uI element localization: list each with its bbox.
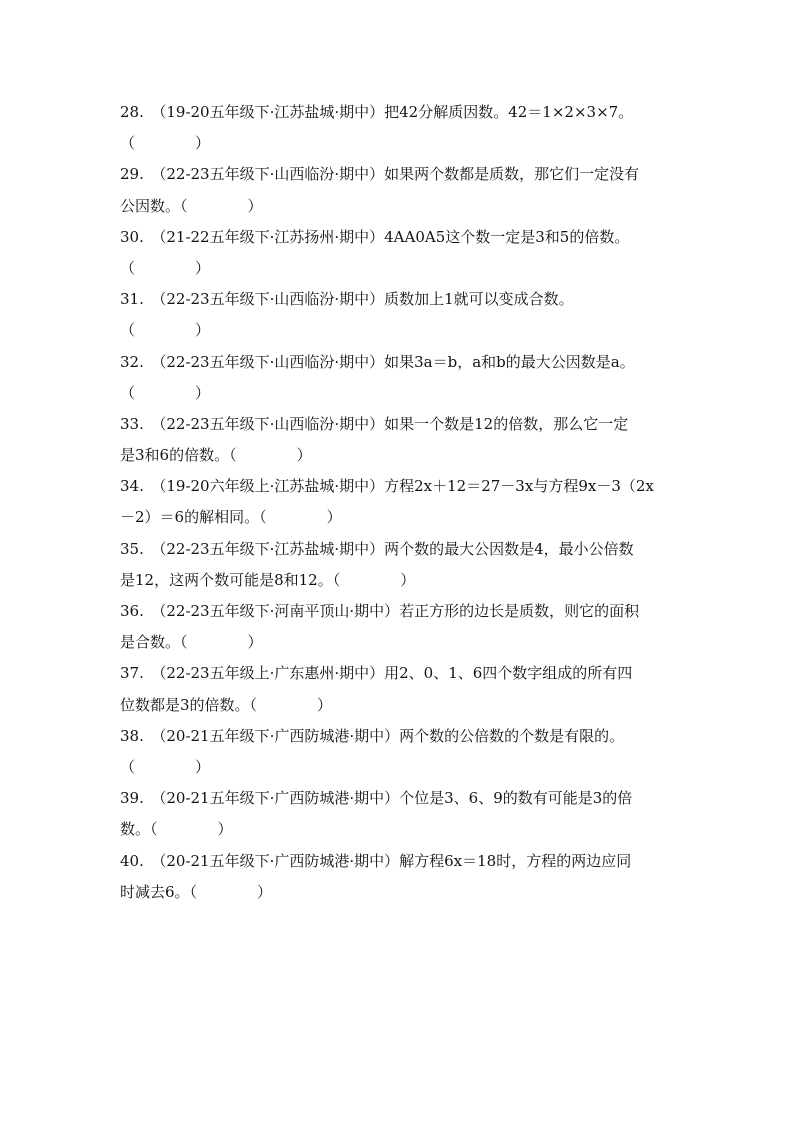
question-text: 36. （22-23五年级下·河南平顶山·期中）若正方形的边长是质数，则它的面积 (120, 602, 640, 620)
question-text: 34. （19-20六年级上·江苏盐城·期中）方程2x＋12＝27－3x与方程9x－3（2x (120, 477, 654, 496)
question-text: 37. （22-23五年级上·广东惠州·期中）用2、0、1、6四个数字组成的所有四 (120, 664, 633, 683)
question-36 (120, 596, 680, 658)
question-30 (120, 222, 680, 284)
answer-blank: （ ） (120, 383, 211, 402)
question-33 (120, 409, 680, 471)
question-text-continued: 位数都是3的倍数。（ ） (120, 695, 333, 714)
question-list (120, 97, 680, 908)
question-32 (120, 347, 680, 409)
question-text-continued: 数。（ ） (120, 820, 233, 839)
question-37 (120, 658, 680, 720)
question-31 (120, 284, 680, 346)
answer-blank: （ ） (120, 258, 211, 277)
question-text: 35. （22-23五年级下·江苏盐城·期中）两个数的最大公因数是4，最小公倍数 (120, 539, 634, 558)
question-text: 32. （22-23五年级下·山西临汾·期中）如果3a＝b，a和b的最大公因数是a。 (120, 352, 635, 371)
question-text-continued: 是3和6的倍数。（ ） (120, 446, 312, 465)
question-text: 39. （20-21五年级下·广西防城港·期中）个位是3、6、9的数有可能是3的倍 (120, 789, 633, 808)
question-39 (120, 783, 680, 845)
question-text-continued: 公因数。（ ） (120, 196, 263, 215)
question-text-continued: －2）＝6的解相同。（ ） (120, 508, 342, 527)
answer-blank: （ ） (120, 134, 211, 153)
question-text: 29. （22-23五年级下·山西临汾·期中）如果两个数都是质数，那它们一定没有 (120, 165, 640, 184)
question-text: 28. （19-20五年级下·江苏盐城·期中）把42分解质因数。42＝1×2×3×7。 (120, 103, 634, 121)
question-text: 40. （20-21五年级下·广西防城港·期中）解方程6x＝18时，方程的两边应同 (120, 851, 632, 870)
answer-blank: （ ） (120, 321, 211, 340)
question-35 (120, 534, 680, 596)
question-text: 31. （22-23五年级下·山西临汾·期中）质数加上1就可以变成合数。 (120, 290, 574, 309)
question-text: 38. （20-21五年级下·广西防城港·期中）两个数的公倍数的个数是有限的。 (120, 726, 625, 745)
question-text-continued: 时减去6。（ ） (120, 882, 273, 901)
question-34 (120, 471, 680, 533)
question-28 (120, 97, 680, 159)
question-29 (120, 159, 680, 221)
question-38 (120, 721, 680, 783)
question-text-continued: 是合数。（ ） (120, 633, 263, 652)
answer-blank: （ ） (120, 757, 211, 776)
question-40 (120, 846, 680, 908)
question-text: 33. （22-23五年级下·山西临汾·期中）如果一个数是12的倍数，那么它一定 (120, 414, 629, 433)
question-text: 30. （21-22五年级下·江苏扬州·期中）4AA0A5这个数一定是3和5的倍数。 (120, 227, 630, 246)
question-text-continued: 是12，这两个数可能是8和12。（ ） (120, 570, 416, 589)
